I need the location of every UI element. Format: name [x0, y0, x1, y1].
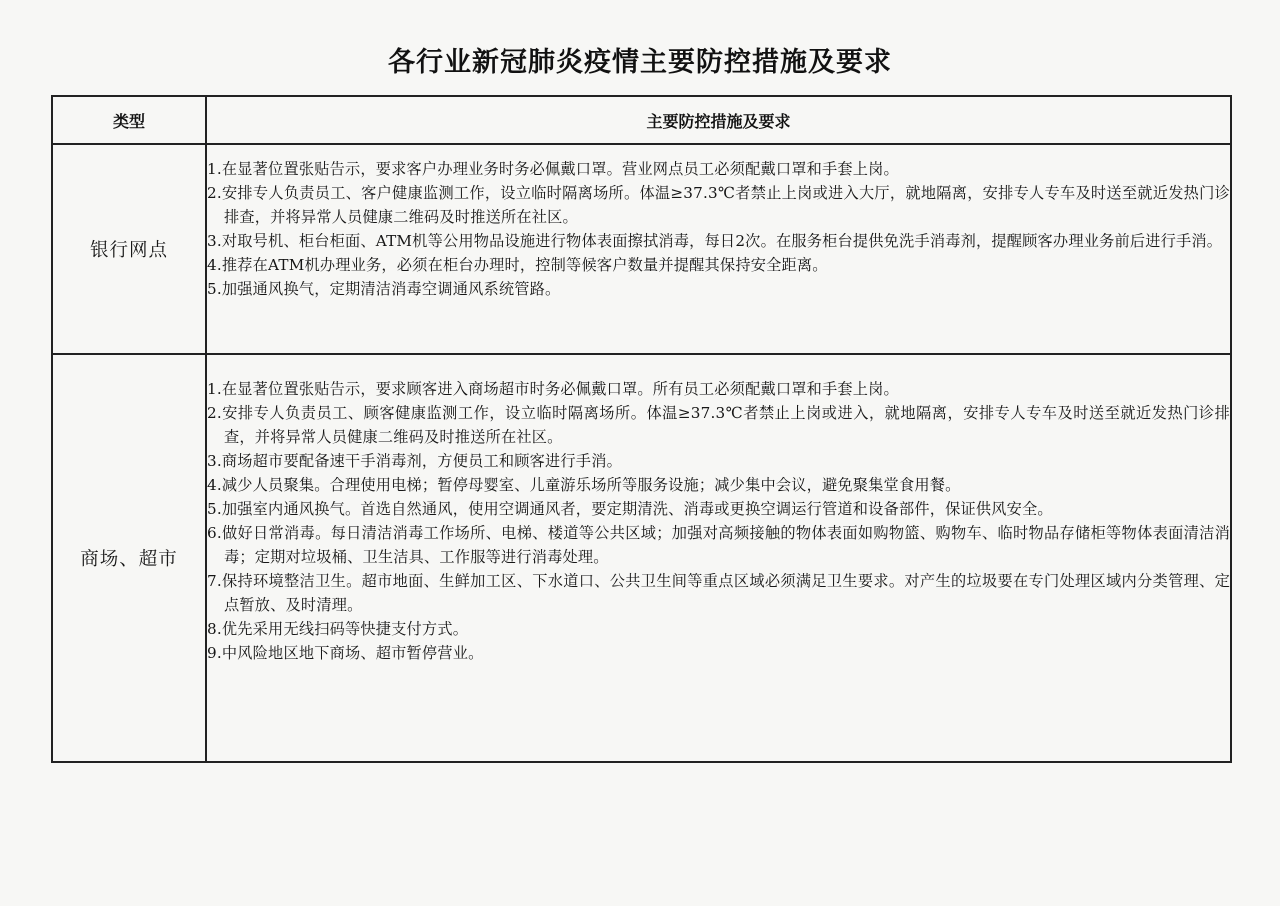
header-measures: 主要防控措施及要求	[206, 96, 1231, 144]
measure-item: 5.加强室内通风换气。首选自然通风，使用空调通风者，要定期清洗、消毒或更换空调运行管道和设备部件，保证供风安全。	[207, 500, 1053, 518]
measure-item: 2.安排专人负责员工、客户健康监测工作，设立临时隔离场所。体温≥37.3℃者禁止上岗或进入大厅，就地隔离，安排专人专车及时送至就近发热门诊排查，并将异常人员健康二维码及时推送所在社区。	[207, 184, 1230, 226]
measure-list	[207, 145, 1230, 301]
measure-item: 9.中风险地区地下商场、超市暂停营业。	[207, 644, 484, 662]
row-measures	[206, 144, 1231, 354]
measure-item: 3.对取号机、柜台柜面、ATM机等公用物品设施进行物体表面擦拭消毒，每日2次。在服务柜台提供免洗手消毒剂，提醒顾客办理业务前后进行手消。	[207, 232, 1223, 250]
header-type: 类型	[52, 96, 206, 144]
measure-item: 4.减少人员聚集。合理使用电梯；暂停母婴室、儿童游乐场所等服务设施；减少集中会议，避免聚集堂食用餐。	[207, 476, 961, 494]
document-title: 各行业新冠肺炎疫情主要防控措施及要求	[388, 47, 892, 78]
table-row-bank	[52, 144, 1231, 354]
row-type-label: 银行网点	[52, 144, 206, 354]
measure-item: 1.在显著位置张贴告示，要求客户办理业务时务必佩戴口罩。营业网点员工必须配戴口罩和手套上岗。	[207, 160, 899, 178]
measure-item: 6.做好日常消毒。每日清洁消毒工作场所、电梯、楼道等公共区域；加强对高频接触的物体表面如购物篮、购物车、临时物品存储柜等物体表面清洁消毒；定期对垃圾桶、卫生洁具、工作服等进行消毒处理。	[207, 524, 1230, 566]
table-header-row	[52, 96, 1231, 144]
row-type-label: 商场、超市	[52, 354, 206, 762]
measure-item: 8.优先采用无线扫码等快捷支付方式。	[207, 620, 469, 638]
measures-table	[51, 95, 1232, 763]
measure-list	[207, 355, 1230, 665]
measure-item: 3.商场超市要配备速干手消毒剂，方便员工和顾客进行手消。	[207, 452, 622, 470]
measure-item: 2.安排专人负责员工、顾客健康监测工作，设立临时隔离场所。体温≥37.3℃者禁止上岗或进入，就地隔离，安排专人专车及时送至就近发热门诊排查，并将异常人员健康二维码及时推送所在社区。	[207, 404, 1230, 446]
measure-item: 5.加强通风换气，定期清洁消毒空调通风系统管路。	[207, 280, 561, 298]
row-measures	[206, 354, 1231, 762]
measure-item: 1.在显著位置张贴告示，要求顾客进入商场超市时务必佩戴口罩。所有员工必须配戴口罩和手套上岗。	[207, 380, 899, 398]
measure-item: 4.推荐在ATM机办理业务，必须在柜台办理时，控制等候客户数量并提醒其保持安全距离。	[207, 256, 828, 274]
measure-item: 7.保持环境整洁卫生。超市地面、生鲜加工区、下水道口、公共卫生间等重点区域必须满足卫生要求。对产生的垃圾要在专门处理区域内分类管理、定点暂放、及时清理。	[207, 572, 1230, 614]
table-row-mall	[52, 354, 1231, 762]
